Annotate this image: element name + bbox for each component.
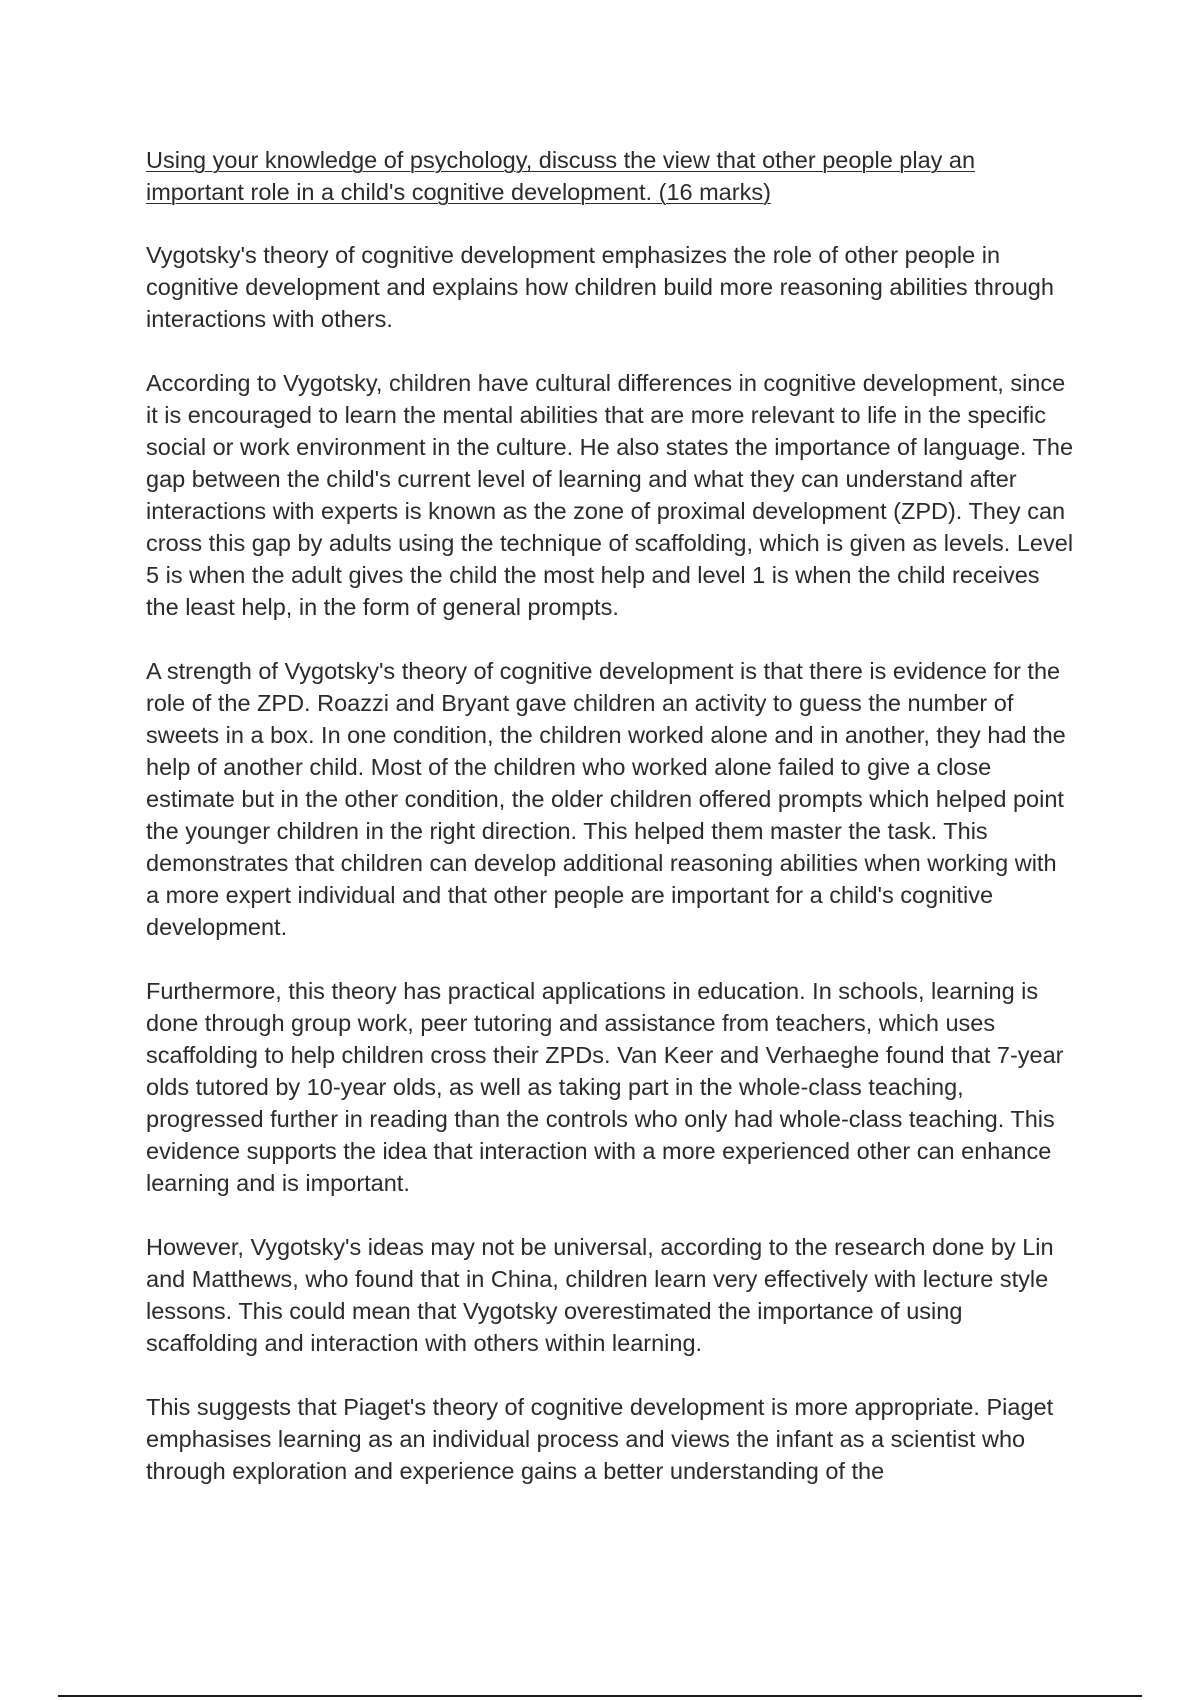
document-body (146, 144, 1074, 1519)
paragraph-universality-critique: However, Vygotsky's ideas may not be universal, according to the research done by Lin and Matthews, who found that in China, children learn very effectively with lecture style lessons. This could mean that Vygotsky overestimated the importance of using scaffolding and interaction with others within learning. (146, 1234, 1054, 1356)
page-bottom-divider (58, 1695, 1142, 1697)
paragraph-piaget-comparison: This suggests that Piaget's theory of cognitive development is more appropriate. Piaget emphasises learning as an individual process and views the infant as a scientist who through exploration and experience gains a better understanding of the (146, 1394, 1054, 1484)
paragraph-introduction: Vygotsky's theory of cognitive development emphasizes the role of other people in cognitive development and explains how children build more reasoning abilities through interactions with others. (146, 242, 1054, 332)
paragraph-vygotsky-theory: According to Vygotsky, children have cultural differences in cognitive development, since it is encouraged to learn the mental abilities that are more relevant to life in the specific social or work environment in the culture. He also states the importance of language. The gap between the child's current level of learning and what they can understand after interactions with experts is known as the zone of proximal development (ZPD). They can cross this gap by adults using the technique of scaffolding, which is given as levels. Level 5 is when the adult gives the child the most help and level 1 is when the child receives the least help, in the form of general prompts. (146, 370, 1074, 620)
paragraph-education-applications: Furthermore, this theory has practical applications in education. In schools, learning is done through group work, peer tutoring and assistance from teachers, which uses scaffolding to help children cross their ZPDs. Van Keer and Verhaeghe found that 7-year olds tutored by 10-year olds, as well as taking part in the whole-class teaching, progressed further in reading than the controls who only had whole-class teaching. This evidence supports the idea that interaction with a more experienced other can enhance learning and is important. (146, 978, 1064, 1196)
paragraph-zpd-evidence: A strength of Vygotsky's theory of cognitive development is that there is evidence for the role of the ZPD. Roazzi and Bryant gave children an activity to guess the number of sweets in a box. In one condition, the children worked alone and in another, they had the help of another child. Most of the children who worked alone failed to give a close estimate but in the other condition, the older children offered prompts which helped point the younger children in the right direction. This helped them master the task. This demonstrates that children can develop additional reasoning abilities when working with a more expert individual and that other people are important for a child's cognitive development. (146, 658, 1066, 940)
essay-question-title: Using your knowledge of psychology, discuss the view that other people play an important role in a child's cognitive development. (16 marks) (146, 147, 976, 205)
